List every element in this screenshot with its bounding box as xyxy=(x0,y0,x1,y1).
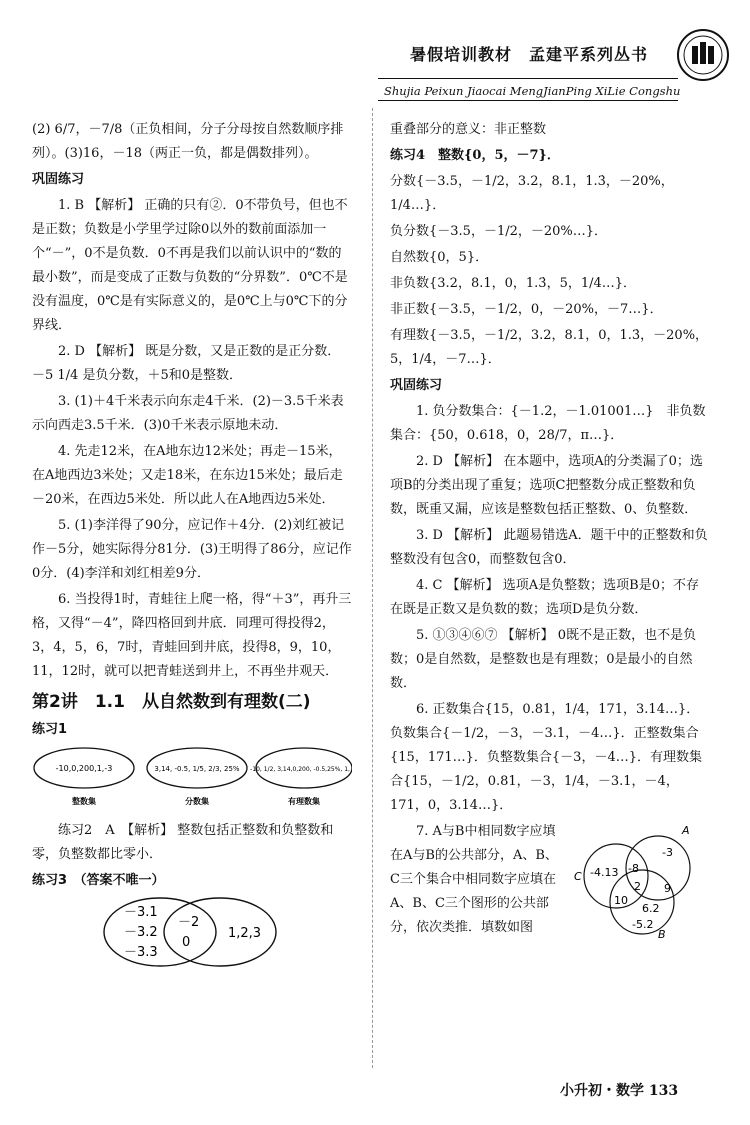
set-line: 自然数{0，5}． xyxy=(390,250,489,265)
column-divider xyxy=(372,108,373,1068)
answer-para: 6. 当投得1时，青蛙往上爬一格，得“＋3”，再升三格，又得“－4”，降四格回到井底．同理可得投得2，3，4，5，6，7时，青蛙回到井底，投得8，9，10，11，12时，就可以把青蛙送到井上，不再坐井观天． xyxy=(32,592,352,679)
venn-value: -4.13 xyxy=(590,866,619,879)
pos-value: 1,2,3 xyxy=(228,926,262,941)
set-diagram-2 xyxy=(32,895,352,969)
answer-para: 5. ①③④⑥⑦ 【解析】 0既不是正数，也不是负数；0是自然数，是整数也是有理数；0是最小的自然数． xyxy=(390,628,697,691)
neg-value: －3.2 xyxy=(124,925,158,940)
answer-para: 1. 负分数集合：{－1.2，－1.01001…} 非负数集合：{50，0.618，0，28/7，π…}． xyxy=(390,404,706,443)
q7-text: 7. A与B中相同数字应填在A与B的公共部分，A、B、C三个集合中相同数字应填在A、B、C三个图形的公共部分，依次类推．填数如图 xyxy=(390,824,558,935)
venn-value: 10 xyxy=(614,894,628,907)
set-a-label: A xyxy=(682,824,690,837)
answer-para: (2) 6/7，－7/8（正负相间，分子分母按自然数顺序排列）。(3)16，－18（两正一负，都是偶数排列）。 xyxy=(32,122,344,161)
venn-diagram xyxy=(570,820,710,940)
neg-value: －3.3 xyxy=(124,945,158,960)
venn-value: 2 xyxy=(634,880,641,893)
set-c-label: C xyxy=(574,870,582,883)
section-heading: 巩固练习 xyxy=(390,378,443,393)
overlap-value: －2 xyxy=(178,915,200,930)
answer-para: 3. D 【解析】 此题易错选A．题干中的正整数和负整数没有包含0，而整数包含0． xyxy=(390,528,708,567)
left-column xyxy=(32,118,352,978)
answer-para: 2. D 【解析】 既是分数，又是正数的是正分数．－5 1/4 是负分数，＋5和0是整数． xyxy=(32,344,341,383)
venn-value: 9 xyxy=(664,882,671,895)
answer-para: 4. 先走12米，在A地东边12米处；再走－15米，在A地西边3米处；又走18米，在东边15米处；最后走－20米，在西边5米处．所以此人在A地西边5米处． xyxy=(32,444,343,507)
answer-para: 5. (1)李洋得了90分，应记作＋4分．(2)刘红被记作－5分，她实际得分81分．(3)王明得了86分，应记作0分．(4)李洋和刘红相差9分． xyxy=(32,518,352,581)
integer-set-caption: 整数集 xyxy=(72,797,96,806)
section-heading: 巩固练习 xyxy=(32,172,85,187)
exercise-3-label: 练习3 （答案不唯一） xyxy=(32,873,165,888)
venn-value: -8 xyxy=(628,862,639,875)
rational-set-caption: 有理数集 xyxy=(288,797,320,806)
set-line: 非正数{－3.5，－1/2，0，－20%，－7…}． xyxy=(390,302,663,317)
exercise-2-answer: 练习2 A 【解析】 整数包括正整数和负整数和零，负整数都比零小． xyxy=(32,823,334,862)
fraction-set-caption: 分数集 xyxy=(185,797,209,806)
set-line: 分数{－3.5，－1/2，3.2，8.1，1.3̇，－20%，1/4…}． xyxy=(390,174,674,213)
answer-para: 6. 正数集合{15，0.81，1/4，171，3.14…}．负数集合{－1/2，－3，－3.1，－4…}．正整数集合{15，171…}．负整数集合{－3，－4…}．有理数集合{15，－1/2，0.81，－3，1/4，－3.1，－4，171，0，3.14…}． xyxy=(390,702,702,813)
answer-para: 2. D 【解析】 在本题中，选项A的分类漏了0；选项B的分类出现了重复；选项C把整数分成正整数和负数，既重又漏，应该是整数包括正整数、0、负整数． xyxy=(390,454,703,517)
set-diagram-1 xyxy=(32,744,352,810)
series-title: 暑假培训教材 孟建平系列丛书 xyxy=(410,45,649,64)
series-pinyin: Shujia Peixun Jiaocai MengJianPing XiLie Congshu xyxy=(384,84,681,98)
header-rule-bottom xyxy=(378,100,678,101)
answer-para: 4. C 【解析】 选项A是负整数；选项B是0；不存在既是正数又是负数的数；选项D是负分数． xyxy=(390,578,699,617)
set-line: 有理数{－3.5，－1/2，3.2，8.1，0，1.3̇，－20%，5，1/4，－7…}． xyxy=(390,328,709,367)
fraction-set-values: 3,14, -0.5, 1/5, 2/3, 25% xyxy=(154,765,240,773)
neg-value: －3.1 xyxy=(124,905,158,920)
page-footer: 小升初・数学 133 xyxy=(560,1083,679,1099)
answer-para: 3. (1)＋4千米表示向东走4千米．(2)－3.5千米表示向西走3.5千米．(3)0千米表示原地未动． xyxy=(32,394,344,433)
page-header xyxy=(0,0,750,110)
set-line: 负分数{－3.5，－1/2，－20%…}． xyxy=(390,224,608,239)
venn-value: 6.2 xyxy=(642,902,660,915)
exercise-4-line: 练习4 整数{0，5，－7}． xyxy=(390,148,560,163)
answer-para: 重叠部分的意义：非正整数 xyxy=(390,122,547,137)
integer-set-values: -10,0,200,1,-3 xyxy=(55,764,113,773)
set-line: 非负数{3.2，8.1，0，1.3̇，5，1/4…}． xyxy=(390,276,637,291)
venn-value: -3 xyxy=(662,846,673,859)
overlap-value: 0 xyxy=(182,935,191,950)
header-rule xyxy=(378,78,678,79)
publisher-logo-icon xyxy=(676,28,730,82)
venn-value: -5.2 xyxy=(632,918,654,931)
right-column xyxy=(390,118,710,940)
set-b-label: B xyxy=(658,928,666,940)
lecture-title: 第2讲 1.1 从自然数到有理数(二) xyxy=(32,692,311,712)
answer-para: 1. B 【解析】 正确的只有②．0不带负号，但也不是正数；负数是小学里学过除0以外的数前面添加一个“－”，0不是负数．0不再是我们以前认识中的“数的最小数”，而是变成了正数与负数的“分界数”．0℃不是没有温度，0℃是有实际意义的，是0℃上与0℃下的分界线． xyxy=(32,198,348,333)
exercise-label: 练习1 xyxy=(32,722,68,737)
rational-set-values: -10, 1/2, 3,14,0,200, -0.5,25%, 1, -3 xyxy=(250,766,352,773)
